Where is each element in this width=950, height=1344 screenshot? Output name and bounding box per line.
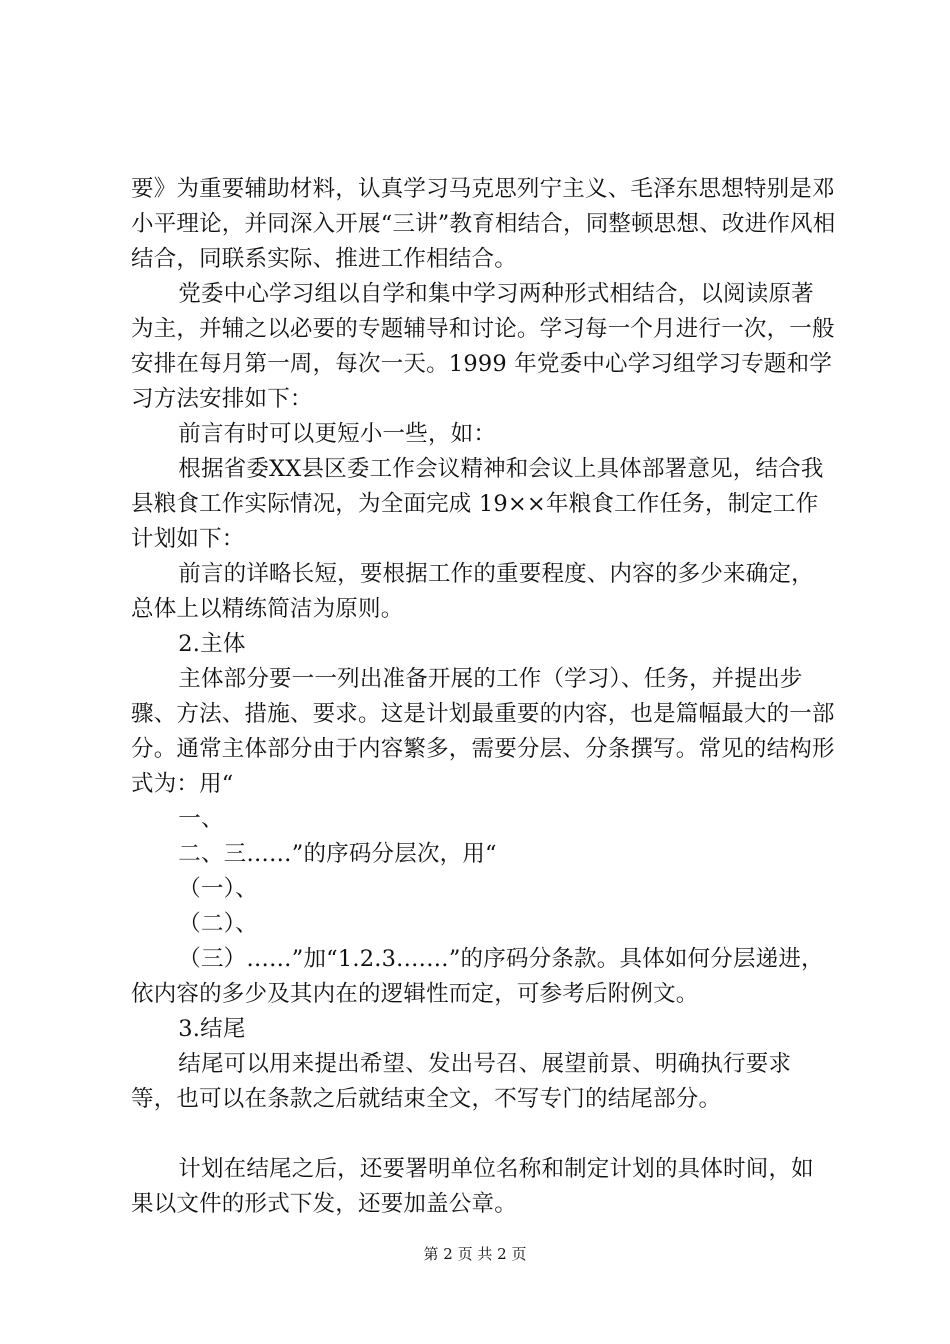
paragraph-1: 要》为重要辅助材料，认真学习马克思列宁主义、毛泽东思想特别是邓小平理论，并同深入开展“三讲”教育相结合，同整顿思想、改进作风相结合，同联系实际、推进工作相结合。 [131, 176, 836, 272]
paragraph-4: 根据省委XX县区委工作会议精神和会议上具体部署意见，结合我县粮食工作实际情况，为全面完成 19××年粮食工作任务，制定工作计划如下： [131, 456, 824, 552]
paragraph-5: 前言的详略长短，要根据工作的重要程度、内容的多少来确定，总体上以精练简洁为原则。 [131, 561, 814, 622]
page-footer: 第 2 页 共 2 页 [423, 1245, 527, 1263]
paragraph-2: 党委中心学习组以自学和集中学习两种形式相结合，以阅读原著为主，并辅之以必要的专题辅导和讨论。学习每一个月进行一次，一般安排在每月第一周，每次一天。1999 年党委中心学习组学习专题和学习方法安排如下： [131, 281, 835, 412]
paragraph-8: 二、三……”的序码分层次，用“ [178, 841, 497, 867]
blank-line [131, 1117, 836, 1152]
paragraph-6: 主体部分要一一列出准备开展的工作（学习）、任务，并提出步骤、方法、措施、要求。这是计划最重要的内容，也是篇幅最大的一部分。通常主体部分由于内容繁多，需要分层、分条撰写。常见的结构形式为：用“ [131, 666, 835, 797]
paragraph-10: （二）、 [178, 911, 258, 937]
section-heading-main-body: 2.主体 [178, 631, 246, 657]
paragraph-9: （一）、 [178, 876, 258, 902]
paragraph-7: 一、 [178, 806, 224, 832]
paragraph-13: 计划在结尾之后，还要署明单位名称和制定计划的具体时间，如果以文件的形式下发，还要加盖公章。 [131, 1156, 814, 1217]
paragraph-3: 前言有时可以更短小一些，如： [178, 421, 497, 447]
section-heading-ending: 3.结尾 [178, 1016, 246, 1042]
document-body [131, 172, 836, 1222]
paragraph-12: 结尾可以用来提出希望、发出号召、展望前景、明确执行要求等，也可以在条款之后就结束全文，不写专门的结尾部分。 [131, 1051, 792, 1112]
paragraph-11: （三）……”加“1.2.3.……”的序码分条款。具体如何分层递进，依内容的多少及其内在的逻辑性而定，可参考后附例文。 [131, 946, 824, 1007]
